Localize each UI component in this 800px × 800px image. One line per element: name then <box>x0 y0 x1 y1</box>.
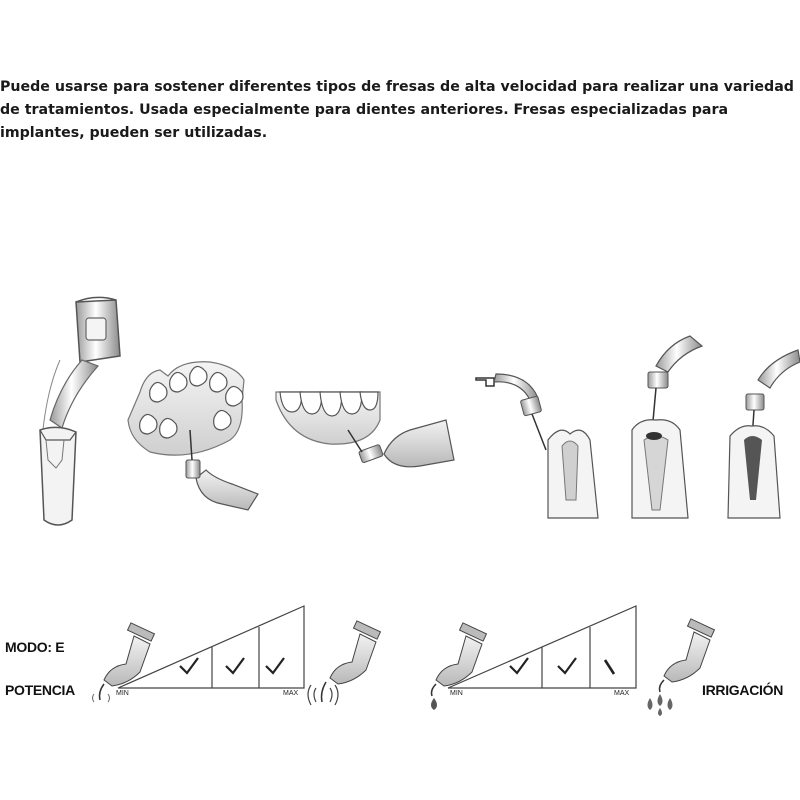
irrigation-min-label: MIN <box>450 690 463 697</box>
irrigation-level-3-dash-icon <box>605 660 614 674</box>
irrigation-label: IRRIGACIÓN <box>702 682 784 698</box>
mode-label: MODO: E <box>5 639 65 655</box>
drop-icon <box>431 698 437 710</box>
irrigation-level-2-check-icon <box>558 658 576 673</box>
irrigation-max-handpiece-icon <box>648 619 715 716</box>
jaw-illustration-1 <box>128 362 258 510</box>
tip-illustration <box>40 297 120 525</box>
power-level-1-check-icon <box>180 658 198 673</box>
irrigation-max-label: MAX <box>614 690 630 697</box>
irrigation-scale <box>431 606 714 716</box>
power-level-3-check-icon <box>266 658 284 673</box>
power-max-handpiece-icon <box>308 621 380 705</box>
tooth-section-2 <box>632 336 702 518</box>
tooth-section-1 <box>476 374 598 518</box>
tooth-section-3 <box>728 350 800 518</box>
jaw-illustration-2 <box>276 392 454 467</box>
power-scale <box>93 606 381 705</box>
power-label: POTENCIA <box>5 682 75 698</box>
power-min-label: MIN <box>116 690 129 697</box>
power-level-2-check-icon <box>226 658 244 673</box>
description-text: Puede usarse para sostener diferentes tipos de fresas de alta velocidad para realizar una variedad de tratamientos. Usada especialmente para dientes anteriores. Fresas especializadas para implantes, pueden ser utilizadas. <box>0 79 794 141</box>
power-max-label: MAX <box>283 690 299 697</box>
